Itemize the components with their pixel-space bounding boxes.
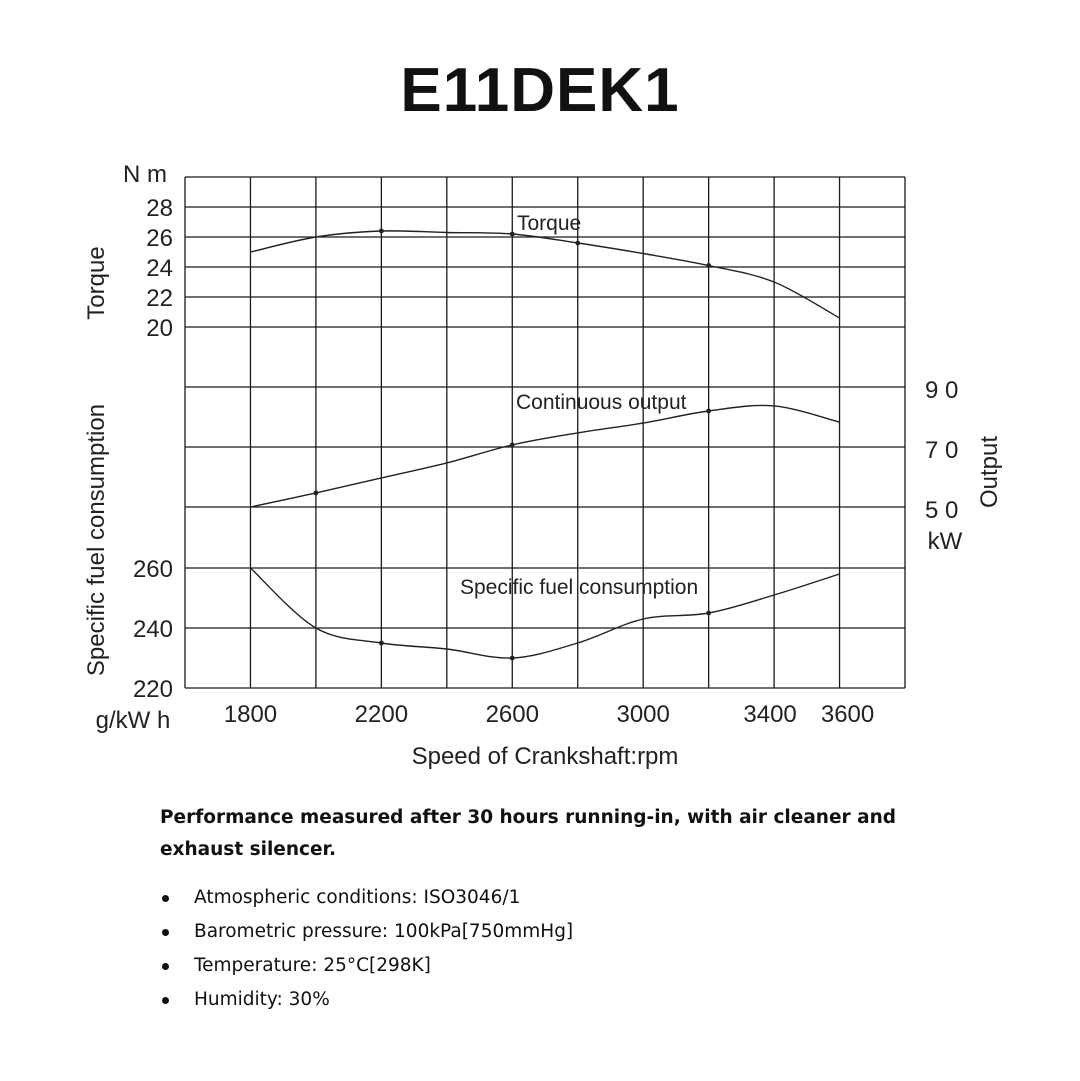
conditions-list (160, 884, 980, 1020)
sfc-axis-label: Specific fuel consumption (83, 403, 110, 677)
sfc-tick-label: 220 (132, 676, 173, 703)
x-tick-label: 3400 (743, 701, 797, 728)
list-item-text: Temperature: 25°C[298K] (194, 955, 431, 976)
list-item (160, 986, 980, 1020)
output-tick-label: 9 0 (925, 377, 959, 404)
torque-series-line (251, 231, 840, 318)
bullet-icon (162, 929, 169, 936)
x-axis-label: Speed of Crankshaft:rpm (411, 743, 679, 770)
torque-data-point (706, 263, 711, 268)
output-series-line (251, 405, 840, 507)
x-tick-label: 3600 (820, 701, 875, 728)
list-item-text: Humidity: 30% (194, 989, 330, 1010)
sfc-unit-label: g/kW h (95, 707, 171, 734)
sfc-data-point (510, 656, 515, 661)
chart-title: E11DEK1 (400, 56, 680, 125)
tick-labels (133, 195, 958, 728)
output-data-point (510, 443, 515, 448)
grid (185, 177, 905, 688)
list-item-text: Barometric pressure: 100kPa[750mmHg] (194, 921, 574, 942)
list-item (160, 884, 980, 918)
torque-data-point (379, 229, 384, 234)
torque-tick-label: 24 (146, 255, 173, 282)
sfc-data-point (379, 641, 384, 646)
torque-tick-label: 22 (146, 285, 173, 312)
torque-data-point (575, 241, 580, 246)
bullet-icon (162, 963, 169, 970)
torque-series-label: Torque (517, 212, 582, 235)
sfc-data-point (706, 611, 711, 616)
output-unit-label: kW (927, 528, 963, 555)
output-tick-label: 7 0 (925, 437, 959, 464)
output-data-point (706, 409, 711, 414)
torque-tick-label: 20 (146, 315, 173, 342)
output-series-label: Continuous output (516, 391, 687, 414)
x-tick-label: 2600 (485, 701, 539, 728)
torque-tick-label: 26 (146, 225, 173, 252)
output-axis-label: Output (976, 435, 1003, 509)
sfc-tick-label: 240 (132, 616, 173, 643)
list-item (160, 918, 980, 952)
bullet-icon (162, 895, 169, 902)
x-tick-label: 1800 (223, 701, 278, 728)
list-item (160, 952, 980, 986)
x-tick-label: 2200 (354, 701, 409, 728)
output-tick-label: 5 0 (925, 497, 959, 524)
torque-data-point (510, 232, 515, 237)
notes-heading: Performance measured after 30 hours running-in, with air cleaner and exhaust silencer. (160, 807, 896, 860)
x-tick-label: 3000 (616, 701, 670, 728)
axis-labels (83, 161, 1003, 770)
torque-unit-label: N m (123, 161, 167, 188)
list-item-text: Atmospheric conditions: ISO3046/1 (194, 887, 521, 908)
sfc-tick-label: 260 (132, 556, 173, 583)
bullet-icon (162, 997, 169, 1004)
output-data-point (314, 491, 319, 496)
sfc-series-label: Specific fuel consumption (460, 576, 699, 599)
torque-axis-label: Torque (83, 246, 110, 320)
torque-tick-label: 28 (146, 195, 173, 222)
notes-section (160, 802, 980, 1020)
